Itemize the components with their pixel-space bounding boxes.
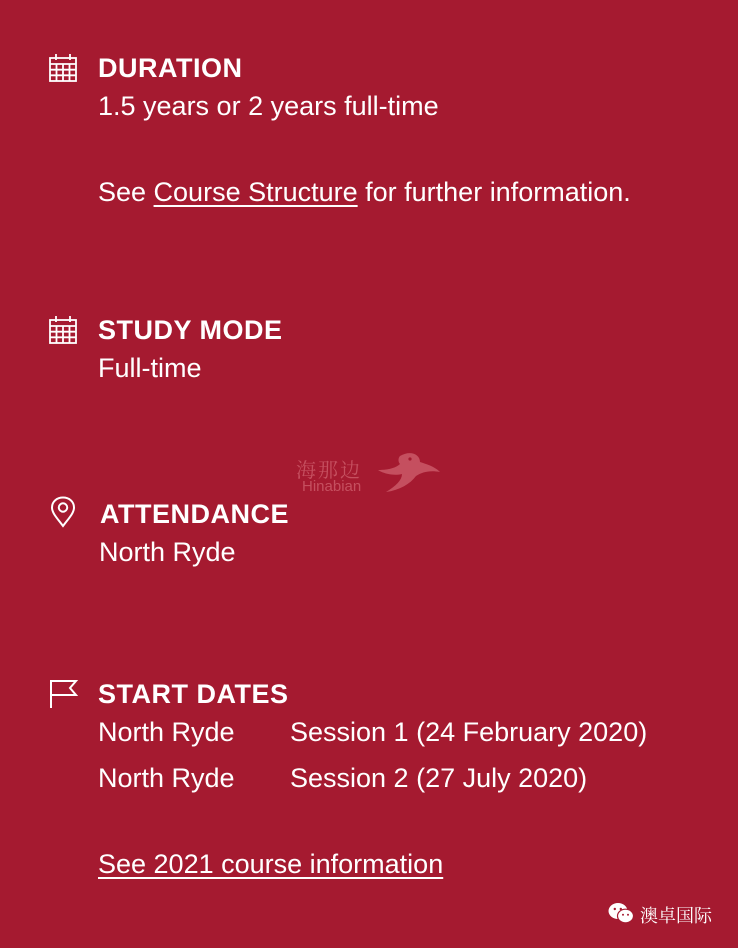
- see-prefix: See: [98, 177, 154, 207]
- duration-heading: DURATION: [98, 53, 243, 83]
- course-structure-note: [98, 175, 631, 209]
- attendance-heading: ATTENDANCE: [100, 499, 289, 529]
- start-date-location: North Ryde: [98, 763, 235, 793]
- see-suffix: for further information.: [357, 177, 631, 207]
- watermark-english: Hinabian: [302, 478, 362, 495]
- start-date-session: Session 2 (27 July 2020): [290, 763, 588, 793]
- bird-logo-icon: [370, 450, 442, 501]
- study-mode-heading: STUDY MODE: [98, 315, 283, 345]
- hinabian-watermark: [296, 452, 446, 500]
- course-info-2021-link[interactable]: See 2021 course information: [98, 849, 444, 879]
- start-date-session: Session 1 (24 February 2020): [290, 717, 648, 747]
- duration-value: 1.5 years or 2 years full-time: [98, 91, 439, 121]
- start-date-location: North Ryde: [98, 717, 235, 747]
- wechat-icon: [608, 902, 634, 929]
- location-pin-icon: [47, 496, 79, 528]
- calendar-icon: [47, 52, 79, 84]
- study-mode-value: Full-time: [98, 353, 202, 383]
- course-structure-link[interactable]: Course Structure: [153, 177, 358, 207]
- attendance-value: North Ryde: [99, 537, 236, 567]
- flag-icon: [47, 678, 79, 710]
- wechat-account-name: 澳卓国际: [640, 906, 712, 927]
- wechat-badge: [608, 900, 712, 930]
- watermark-chinese: 海那边: [296, 458, 362, 482]
- start-dates-heading: START DATES: [98, 679, 289, 709]
- calendar-icon: [47, 314, 79, 346]
